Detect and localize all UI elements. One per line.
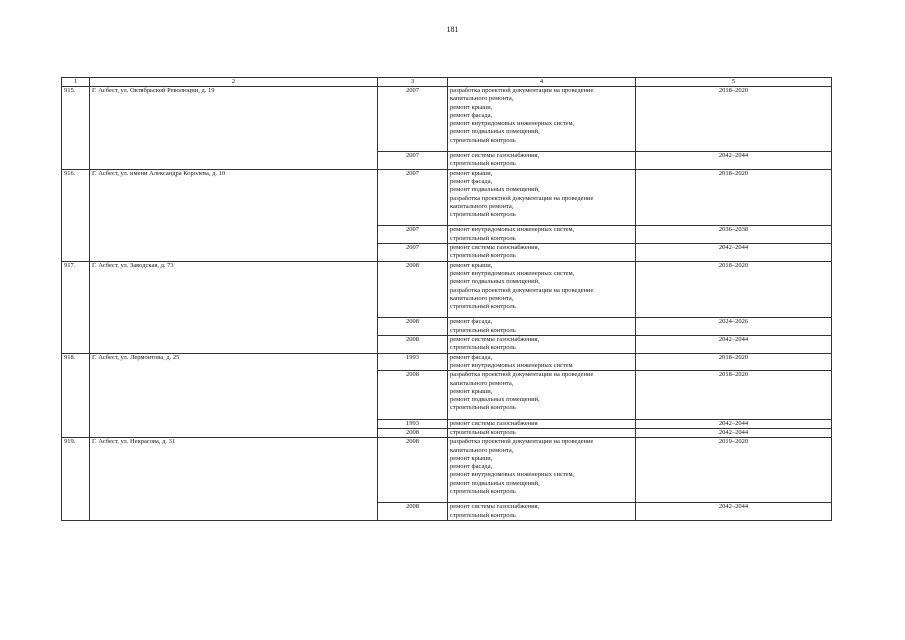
record-address: Г. Асбест, ул. Лермонтова, д. 25 — [90, 353, 378, 438]
build-year: 2008 — [378, 318, 448, 336]
build-year: 2007 — [378, 169, 448, 226]
build-year: 2008 — [378, 371, 448, 419]
header-col-4: 4 — [448, 78, 636, 87]
table-row — [62, 438, 832, 503]
repair-works: ремонт крыши, ремонт внутридомовых инженерных систем, ремонт подвальных помещений, разработка проектной документации на проведение капитального ремонта, строительный контроль — [448, 261, 636, 318]
planned-period: 2018–2020 — [636, 353, 832, 371]
header-col-3: 3 — [378, 78, 448, 87]
record-number: 919. — [62, 438, 90, 521]
build-year: 1993 — [378, 419, 448, 428]
table-row — [62, 353, 832, 371]
repair-works: ремонт крыши, ремонт фасада, ремонт подвальных помещений, разработка проектной документации на проведение капитального ремонта, строительный контроль — [448, 169, 636, 226]
table-row — [62, 261, 832, 318]
build-year: 1993 — [378, 353, 448, 371]
build-year: 2007 — [378, 244, 448, 262]
build-year: 2008 — [378, 428, 448, 437]
repair-works: ремонт системы газоснабжения, строительный контроль — [448, 503, 636, 521]
planned-period: 2042–2044 — [636, 428, 832, 437]
record-address: Г. Асбест, ул. Заводская, д. 73 — [90, 261, 378, 353]
repair-works: разработка проектной документации на проведение капитального ремонта, ремонт крыши, ремонт фасада, ремонт внутридомовых инженерных систем, ремонт подвальных помещений, строительный контроль — [448, 438, 636, 503]
build-year: 2008 — [378, 261, 448, 318]
repair-works: ремонт системы газоснабжения, строительный контроль — [448, 244, 636, 262]
repair-works: разработка проектной документации на проведение капитального ремонта, ремонт крыши, ремонт фасада, ремонт внутридомовых инженерных систем, ремонт подвальных помещений, строительный контроль — [448, 87, 636, 152]
header-col-5: 5 — [636, 78, 832, 87]
record-number: 916. — [62, 169, 90, 261]
table-row — [62, 87, 832, 152]
repair-works: ремонт системы газоснабжения, строительный контроль — [448, 336, 636, 354]
record-address: Г. Асбест, ул. Октябрьской Революции, д. 19 — [90, 87, 378, 170]
planned-period: 2042–2044 — [636, 336, 832, 354]
build-year: 2008 — [378, 438, 448, 503]
build-year: 2008 — [378, 336, 448, 354]
planned-period: 2018–2020 — [636, 169, 832, 226]
planned-period: 2042–2044 — [636, 419, 832, 428]
table-header-row — [62, 78, 832, 87]
planned-period: 2018–2020 — [636, 261, 832, 318]
build-year: 2007 — [378, 152, 448, 170]
planned-period: 2018–2020 — [636, 371, 832, 419]
planned-period: 2019–2020 — [636, 438, 832, 503]
record-number: 917. — [62, 261, 90, 353]
record-address: Г. Асбест, ул. имени Александра Королева, д. 10 — [90, 169, 378, 261]
repair-works: ремонт системы газоснабжения, строительный контроль — [448, 152, 636, 170]
header-col-2: 2 — [90, 78, 378, 87]
record-number: 918. — [62, 353, 90, 438]
build-year: 2008 — [378, 503, 448, 521]
page-number: 181 — [446, 25, 459, 34]
repair-works: ремонт системы газоснабжения — [448, 419, 636, 428]
header-col-1: 1 — [62, 78, 90, 87]
planned-period: 2042–2044 — [636, 244, 832, 262]
repair-works: строительный контроль — [448, 428, 636, 437]
repair-works: ремонт фасада, строительный контроль — [448, 318, 636, 336]
table-row — [62, 169, 832, 226]
record-address: Г. Асбест, ул. Некрасова, д. 31 — [90, 438, 378, 521]
capital-repair-table — [61, 77, 832, 521]
repair-works: ремонт внутридомовых инженерных систем, строительный контроль — [448, 226, 636, 244]
planned-period: 2042–2044 — [636, 503, 832, 521]
planned-period: 2036–2038 — [636, 226, 832, 244]
planned-period: 2018–2020 — [636, 87, 832, 152]
repair-works: ремонт фасада, ремонт внутридомовых инженерных систем — [448, 353, 636, 371]
build-year: 2007 — [378, 226, 448, 244]
repair-works: разработка проектной документации на проведение капитального ремонта, ремонт крыши, ремонт подвальных помещений, строительный контроль — [448, 371, 636, 419]
record-number: 915. — [62, 87, 90, 170]
build-year: 2007 — [378, 87, 448, 152]
planned-period: 2042–2044 — [636, 152, 832, 170]
planned-period: 2024–2026 — [636, 318, 832, 336]
